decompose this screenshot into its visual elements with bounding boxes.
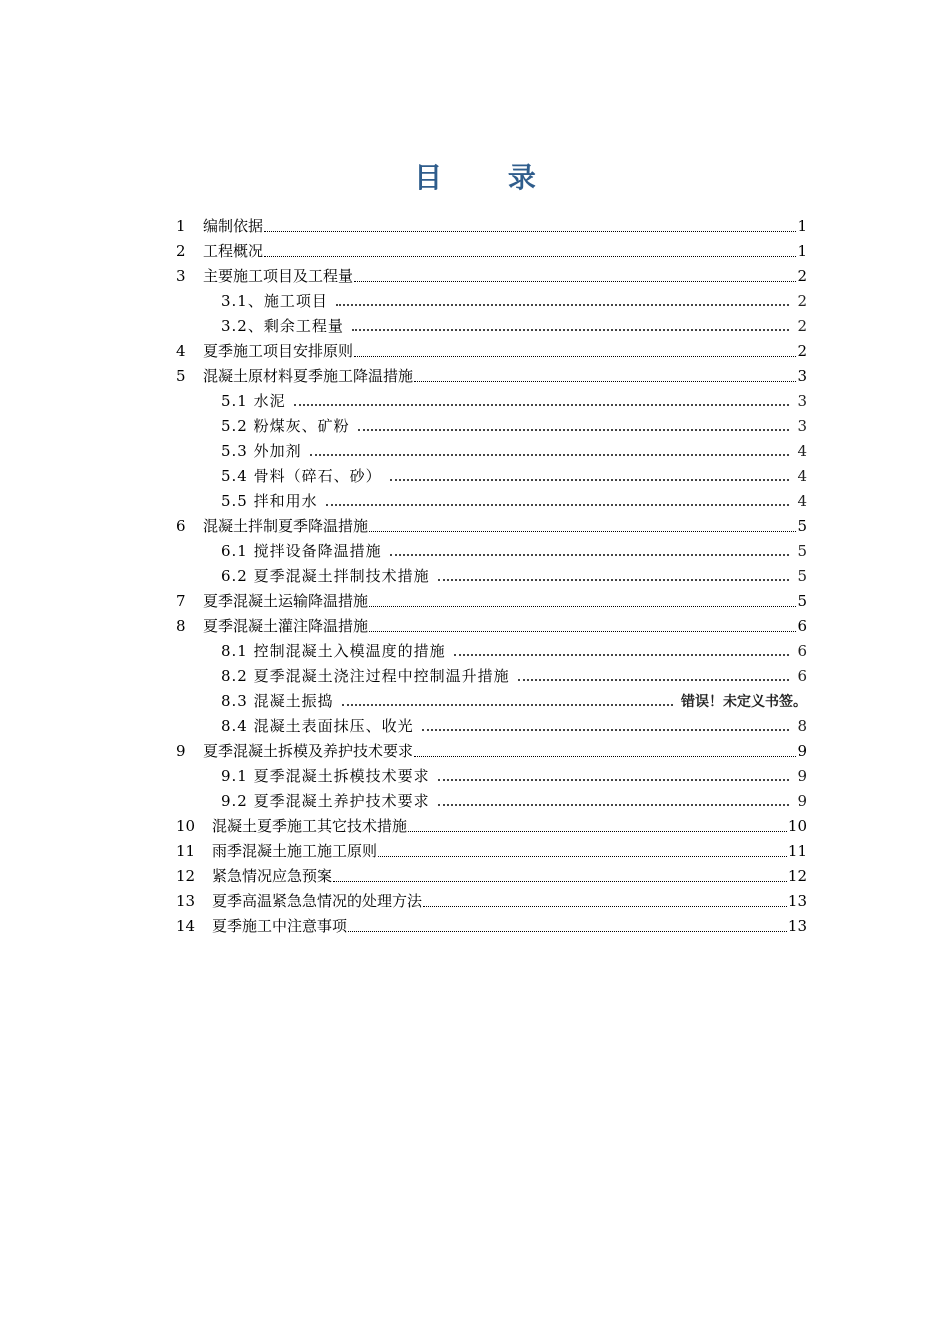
toc-entry-page: 12 <box>787 867 807 885</box>
toc-entry[interactable] <box>221 314 807 339</box>
toc-entry[interactable] <box>176 739 807 764</box>
toc-entry-page: 10 <box>787 817 807 835</box>
toc-dot-leader <box>518 679 790 681</box>
toc-entry[interactable] <box>176 364 807 389</box>
toc-dot-leader <box>422 729 790 731</box>
toc-dot-leader <box>264 231 796 232</box>
toc-dot-leader <box>354 281 796 282</box>
toc-entry-page: 3 <box>797 417 807 435</box>
toc-entry-page: 2 <box>797 342 807 360</box>
toc-entry-label: 3.2、剩余工程量 <box>221 317 344 335</box>
toc-entry[interactable] <box>221 389 807 414</box>
toc-entry-label: 5.5 拌和用水 <box>221 492 318 510</box>
toc-entry-page: 4 <box>797 492 807 510</box>
toc-entry-page: 5 <box>797 517 807 535</box>
toc-entry-page: 6 <box>797 617 807 635</box>
toc-entry-page: 9 <box>797 767 807 785</box>
toc-entry[interactable] <box>221 714 807 739</box>
toc-entry-page: 8 <box>797 717 807 735</box>
toc-entry-label: 9.2 夏季混凝土养护技术要求 <box>221 792 430 810</box>
toc-entry-label: 6.2 夏季混凝土拌制技术措施 <box>221 567 430 585</box>
toc-entry-label: 夏季混凝土运输降温措施 <box>203 592 369 610</box>
toc-entry-label: 8.3 混凝土振捣 <box>221 692 334 710</box>
toc-entry-page: 13 <box>787 917 807 935</box>
toc-dot-leader <box>342 704 673 706</box>
toc-entry[interactable] <box>221 639 807 664</box>
toc-entry-page: 4 <box>797 467 807 485</box>
toc-entry[interactable] <box>176 814 807 839</box>
toc-entry-page: 3 <box>797 367 807 385</box>
toc-dot-leader <box>438 804 790 806</box>
toc-entry-label: 5.3 外加剂 <box>221 442 302 460</box>
toc-dot-leader <box>369 531 796 532</box>
toc-entry[interactable] <box>221 439 807 464</box>
toc-entry-number: 10 <box>176 817 196 835</box>
toc-dot-leader <box>378 856 787 857</box>
toc-entry-number: 8 <box>176 617 186 635</box>
toc-entry-label: 8.4 混凝土表面抹压、收光 <box>221 717 414 735</box>
toc-entry-label: 夏季施工项目安排原则 <box>203 342 354 360</box>
toc-entry-label: 5.1 水泥 <box>221 392 286 410</box>
toc-entry[interactable] <box>221 664 807 689</box>
toc-entry-page: 2 <box>797 317 807 335</box>
toc-entry-label: 混凝土原材料夏季施工降温措施 <box>203 367 414 385</box>
toc-entry-label: 5.2 粉煤灰、矿粉 <box>221 417 350 435</box>
toc-entry-label: 5.4 骨料（碎石、砂） <box>221 467 382 485</box>
toc-dot-leader <box>414 756 796 757</box>
toc-entry-number: 12 <box>176 867 196 885</box>
toc-entry-number: 11 <box>176 842 196 860</box>
toc-entry-label: 紧急情况应急预案 <box>212 867 333 885</box>
toc-entry-number: 9 <box>176 742 186 760</box>
toc-dot-leader <box>326 504 790 506</box>
toc-entry-label: 6.1 搅拌设备降温措施 <box>221 542 382 560</box>
toc-entry-number: 5 <box>176 367 186 385</box>
toc-entry-page: 13 <box>787 892 807 910</box>
toc-entry[interactable] <box>221 289 807 314</box>
toc-entry-number: 13 <box>176 892 196 910</box>
toc-entry-page: 6 <box>797 642 807 660</box>
toc-entry-page: 5 <box>797 542 807 560</box>
toc-entry-label: 9.1 夏季混凝土拆模技术要求 <box>221 767 430 785</box>
toc-bookmark-error: 错误！未定义书签。 <box>681 694 807 710</box>
toc-entry[interactable] <box>176 914 807 939</box>
toc-entry-label: 3.1、施工项目 <box>221 292 328 310</box>
toc-dot-leader <box>354 356 796 357</box>
toc-entry[interactable] <box>221 414 807 439</box>
toc-entry-label: 8.1 控制混凝土入模温度的措施 <box>221 642 446 660</box>
toc-entry-number: 7 <box>176 592 186 610</box>
toc-dot-leader <box>264 256 796 257</box>
toc-entry-page: 3 <box>797 392 807 410</box>
toc-entry[interactable] <box>221 539 807 564</box>
toc-dot-leader <box>423 906 787 907</box>
toc-entry[interactable] <box>221 764 807 789</box>
toc-entry-label: 8.2 夏季混凝土浇注过程中控制温升措施 <box>221 667 510 685</box>
toc-entry[interactable] <box>176 889 807 914</box>
toc-entry-page: 2 <box>797 267 807 285</box>
toc-dot-leader <box>333 881 787 882</box>
toc-entry[interactable] <box>176 264 807 289</box>
toc-entry-label: 工程概况 <box>203 242 264 260</box>
toc-entry-label: 混凝土拌制夏季降温措施 <box>203 517 369 535</box>
toc-entry[interactable] <box>221 689 807 714</box>
toc-entry-page: 6 <box>797 667 807 685</box>
toc-entry[interactable] <box>176 614 807 639</box>
toc-entry[interactable] <box>176 514 807 539</box>
toc-dot-leader <box>390 479 790 481</box>
toc-dot-leader <box>358 429 790 431</box>
toc-dot-leader <box>438 579 790 581</box>
toc-entry-page: 1 <box>797 242 807 260</box>
toc-entry-page: 9 <box>797 792 807 810</box>
toc-entry-label: 编制依据 <box>203 217 264 235</box>
toc-entry[interactable] <box>176 839 807 864</box>
toc-title: 目 录 <box>414 161 564 194</box>
toc-entry-label: 夏季混凝土灌注降温措施 <box>203 617 369 635</box>
toc-entry-label: 夏季高温紧急急情况的处理方法 <box>212 892 423 910</box>
toc-entry[interactable] <box>176 214 807 239</box>
toc-dot-leader <box>348 931 787 932</box>
toc-entry-number: 3 <box>176 267 186 285</box>
toc-entry-page: 1 <box>797 217 807 235</box>
toc-dot-leader <box>369 606 796 607</box>
toc-entry-number: 4 <box>176 342 186 360</box>
toc-entry-label: 主要施工项目及工程量 <box>203 267 354 285</box>
toc-entry[interactable] <box>221 564 807 589</box>
toc-entry[interactable] <box>221 464 807 489</box>
toc-entry[interactable] <box>176 339 807 364</box>
toc-dot-leader <box>408 831 787 832</box>
toc-dot-leader <box>438 779 790 781</box>
toc-entry-page: 11 <box>787 842 807 860</box>
toc-entry[interactable] <box>221 489 807 514</box>
toc-entry-label: 夏季混凝土拆模及养护技术要求 <box>203 742 414 760</box>
toc-dot-leader <box>369 631 796 632</box>
toc-dot-leader <box>414 381 796 382</box>
toc-entry-number: 14 <box>176 917 196 935</box>
toc-entry-number: 1 <box>176 217 186 235</box>
toc-entry[interactable] <box>176 239 807 264</box>
toc-entry-number: 6 <box>176 517 186 535</box>
toc-entry-label: 雨季混凝土施工施工原则 <box>212 842 378 860</box>
toc-entry[interactable] <box>221 789 807 814</box>
toc-entry-label: 夏季施工中注意事项 <box>212 917 348 935</box>
toc-entry[interactable] <box>176 864 807 889</box>
toc-dot-leader <box>294 404 790 406</box>
toc-entry-page: 5 <box>797 567 807 585</box>
toc-dot-leader <box>310 454 790 456</box>
toc-entry-label: 混凝土夏季施工其它技术措施 <box>212 817 408 835</box>
toc-dot-leader <box>336 304 790 306</box>
toc-entry-page: 2 <box>797 292 807 310</box>
toc-entry-page: 5 <box>797 592 807 610</box>
toc-dot-leader <box>454 654 790 656</box>
toc-dot-leader <box>390 554 790 556</box>
toc-entry-page: 9 <box>797 742 807 760</box>
toc-entry-number: 2 <box>176 242 186 260</box>
toc-dot-leader <box>352 329 790 331</box>
toc-entry[interactable] <box>176 589 807 614</box>
toc-entry-page: 4 <box>797 442 807 460</box>
